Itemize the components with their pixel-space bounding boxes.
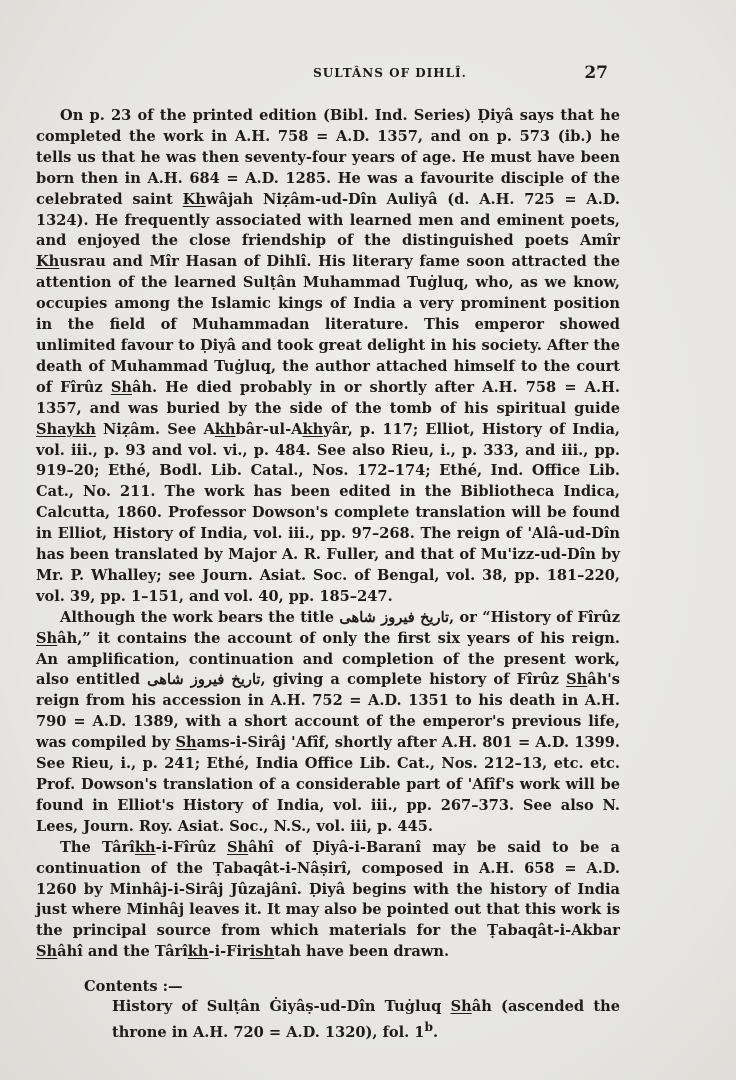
text-span: Niẓâm. See A: [95, 420, 215, 438]
body-text: [36, 106, 620, 963]
underlined-text: Shaykh: [36, 420, 96, 438]
underlined-text: kh: [187, 943, 209, 961]
underlined-text: Sh: [110, 378, 132, 396]
underlined-text: ish: [249, 943, 275, 961]
underlined-text: Sh: [566, 671, 588, 689]
superscript: b: [424, 1020, 433, 1034]
text-span: ams-i-Sirâj 'Afîf, shortly after A.H. 801 = A.D. 1399. See Rieu, i., p. 241; Ethé, India Office Lib. Cat., Nos. 212–13, etc. etc. Prof. Dowson's translation of a considerable part of 'Afîf's work will be found in Elliot's History of India, vol. iii., pp. 267–373. See also N. Lees, Journ. Roy. Asiat. Soc., N.S., vol. iii, p. 445.: [36, 734, 620, 835]
text-span: , or “History of Fîrûz: [449, 608, 620, 626]
underlined-text: Kh: [36, 253, 60, 271]
text-span: yâr, p. 117; Elliot, History of India, vol. iii., p. 93 and vol. vi., p. 484. See also Rieu, i., p. 333, and iii., pp. 919–20; Ethé, Bodl. Lib. Catal., Nos. 172–174; Ethé, Ind. Office Lib. Cat., No. 211. The work has been edited in the Bibliotheca Indica, Calcutta, 1860. Professor Dowson's complete translation will be found in Elliot, History of India, vol. iii., pp. 97–268. The reign of 'Alâ-ud-Dîn has been translated by Major A. R. Fuller, and that of Mu'izz-ud-Dîn by Mr. P. Whalley; see Journ. Asiat. Soc. of Bengal, vol. 38, pp. 181–220, vol. 39, pp. 1–151, and vol. 40, pp. 185–247.: [36, 420, 621, 605]
text-span: âh's reign from his accession in A.H. 752 = A.D. 1351 to his death in A.H. 790 = A.D. 1389, with a short account of the emperor's previous life, was compiled by: [36, 671, 620, 752]
underlined-text: Kh: [182, 190, 206, 208]
text-span: Although the work bears the title: [60, 608, 340, 626]
underlined-text: Sh: [36, 629, 58, 647]
text-span: -i-Fir: [208, 943, 250, 961]
text-span: âhî and the Târî: [57, 943, 188, 961]
page-number: 27: [584, 63, 608, 83]
text-span: âh (ascended the throne in A.H. 720 = A.D. 1320), fol. 1: [112, 998, 620, 1041]
underlined-text: Sh: [226, 838, 249, 856]
text-span: âh. He died probably in or shortly after A.H. 758 = A.H. 1357, and was buried by the side of the tomb of his spiritual guide: [36, 378, 620, 417]
text-span: The Târî: [60, 838, 135, 856]
text-span: History of Sulṭân Ġiyâṣ-ud-Dîn Tuġluq: [112, 998, 451, 1015]
paragraph-2: [36, 608, 620, 838]
underlined-text: Sh: [450, 998, 472, 1015]
text-span: usrau and Mîr Hasan of Dihlî. His literary fame soon attracted the attention of the learned Sulṭân Muhammad Tuġluq, who, as we know, occupies among the Islamic kings of India a very prominent position in the field of Muhammadan literature. This emperor showed unlimited favour to Ḍiyâ and took great delight in his society. After the death of Muhammad Tuġluq, the author attached himself to the court of Fîrûz: [36, 253, 620, 396]
text-span: wâjah Niẓâm-ud-Dîn Auliyâ (d. A.H. 725 = A.D. 1324). He frequently associated with learned men and eminent poets, and enjoyed the close friendship of the distinguished poets Amîr: [36, 190, 620, 250]
text-span: , giving a complete history of Fîrûz: [260, 671, 567, 689]
underlined-text: Sh: [175, 734, 197, 752]
text-span: âh,” it contains the account of only the first six years of his reign. An amplification, continuation and completion of the present work, also entitled: [36, 629, 620, 689]
paragraph-1: [36, 106, 620, 608]
arabic-title: تاریخ فیروز شاهی: [147, 671, 261, 689]
contents-label: Contents :—: [84, 978, 183, 995]
text-span: âhî of Ḍiyâ-i-Baranî may be said to be a continuation of the Ṭabaqât-i-Nâṣirî, composed in A.H. 658 = A.D. 1260 by Minhâj-i-Sirâj Jûzajânî. Ḍiyâ begins with the history of India just where Minhâj leaves it. It may also be pointed out that this work is the principal source from which materials for the Ṭabaqât-i-Akbar: [36, 838, 621, 940]
text-span: bâr-ul-A: [235, 420, 303, 438]
contents-item: [112, 996, 620, 1043]
text-span: tah have been drawn.: [274, 943, 450, 961]
underlined-text: Sh: [36, 943, 58, 961]
underlined-text: kh: [214, 420, 236, 438]
paragraph-3: [36, 838, 620, 963]
running-head: SULTÂNS OF DIHLÎ.: [313, 66, 467, 80]
arabic-title: تاریخ فیروز شاهی: [339, 608, 450, 626]
text-span: On p. 23 of the printed edition (Bibl. Ind. Series) Ḍiyâ says that he completed the work in A.H. 758 = A.D. 1357, and on p. 573 (ib.) he tells us that he was then seventy-four years of age. He must have been born then in A.H. 684 = A.D. 1285. He was a favourite disciple of the celebrated saint: [36, 107, 620, 208]
text-span: -i-Fîrûz: [155, 838, 227, 856]
text-span: .: [432, 1023, 439, 1041]
underlined-text: kh: [134, 838, 156, 856]
underlined-text: kh: [302, 420, 324, 438]
